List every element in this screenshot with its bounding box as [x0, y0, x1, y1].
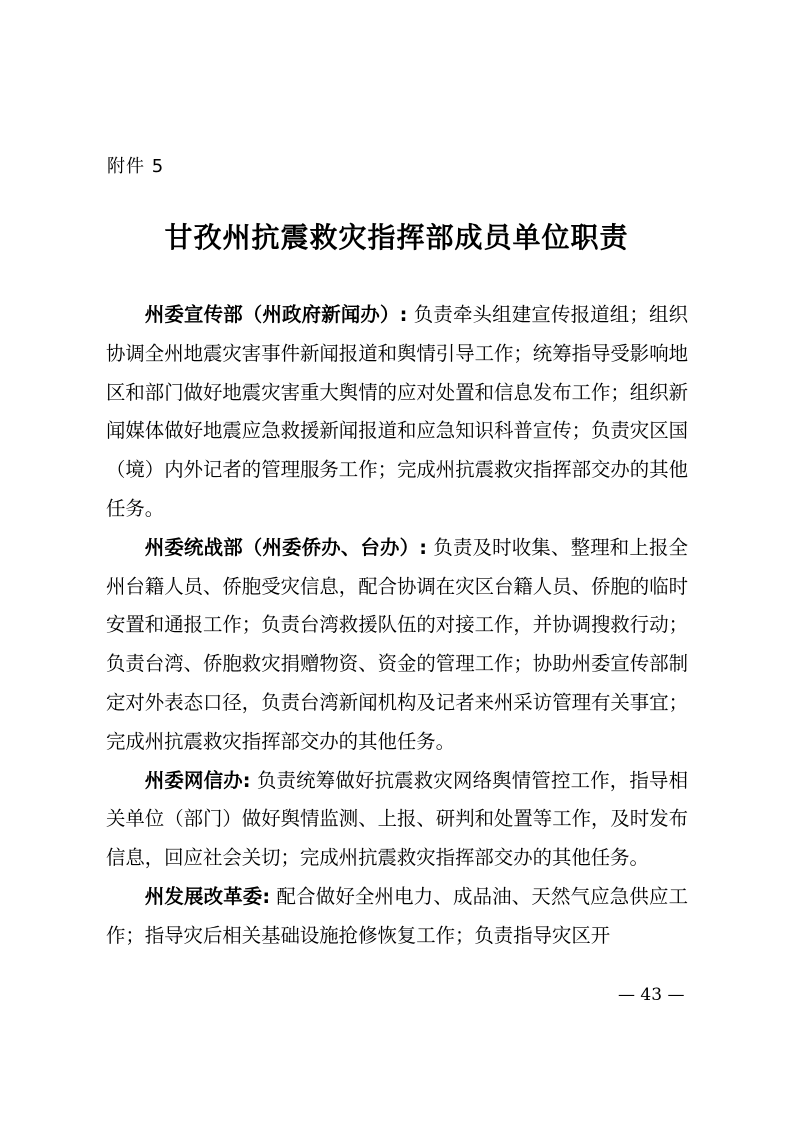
paragraph-cyberspace-office: [106, 762, 688, 878]
paragraph-united-front-department: [106, 529, 688, 762]
unit-duties: 配合做好全州电力、成品油、天然气应急供应工作；指导灾后相关基础设施抢修恢复工作；负责指导灾区开: [106, 884, 688, 947]
unit-name: 州委宣传部（州政府新闻办）:: [144, 303, 408, 326]
document-title: 甘孜州抗震救灾指挥部成员单位职责: [164, 221, 629, 254]
page-number: — 43 —: [618, 985, 685, 1005]
paragraph-propaganda-department: [106, 296, 688, 529]
unit-duties: 负责及时收集、整理和上报全州台籍人员、侨胞受灾信息，配合协调在灾区台籍人员、侨胞的临时安置和通报工作；负责台湾救援队伍的对接工作，并协调搜救行动；负责台湾、侨胞救灾捐赠物资、资金的管理工作；协助州委宣传部制定对外表态口径，负责台湾新闻机构及记者来州采访管理有关事宜；完成州抗震救灾指挥部交办的其他任务。: [106, 535, 688, 753]
unit-duties: 负责牵头组建宣传报道组；组织协调全州地震灾害事件新闻报道和舆情引导工作；统筹指导受影响地区和部门做好地震灾害重大舆情的应对处置和信息发布工作；组织新闻媒体做好地震应急救援新闻报道和应急知识科普宣传；负责灾区国（境）内外记者的管理服务工作；完成州抗震救灾指挥部交办的其他任务。: [106, 303, 688, 520]
unit-name: 州委网信办:: [144, 768, 251, 792]
paragraph-development-reform-commission: [106, 878, 688, 956]
unit-name: 州委统战部（州委侨办、台办）:: [144, 535, 427, 559]
attachment-label: 附件 5: [107, 156, 165, 177]
document-body: [106, 296, 688, 956]
unit-duties: 负责统筹做好抗震救灾网络舆情管控工作，指导相关单位（部门）做好舆情监测、上报、研判和处置等工作，及时发布信息，回应社会关切；完成州抗震救灾指挥部交办的其他任务。: [106, 768, 688, 870]
unit-name: 州发展改革委:: [144, 884, 271, 908]
